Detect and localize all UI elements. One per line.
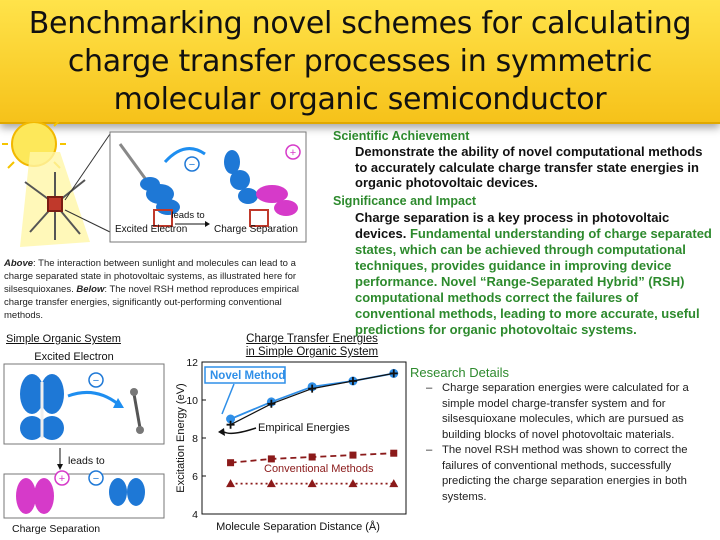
series-marker-2 [349, 452, 356, 459]
y-tick-label: 6 [192, 471, 198, 483]
label-charge-separation: Charge Separation [214, 224, 298, 235]
achievement-heading: Scientific Achievement [333, 129, 470, 143]
minus-sign: − [188, 159, 196, 171]
y-tick-label: 10 [186, 395, 198, 407]
research-bullet-text: Charge separation energies were calculated for a simple model charge-transfer system and for silsesquioxane molecules, which are pursued as building blocks of novel photovoltaic materials. [442, 382, 689, 441]
leads-to-arrowhead [57, 464, 63, 470]
bullet-dash: – [426, 382, 433, 394]
impact-body-plain: Charge separation is a key process in photovoltaic devices. [355, 210, 670, 241]
research-bullet [426, 443, 716, 505]
caption-below-label: Below [76, 284, 105, 295]
minus-sign: − [92, 473, 100, 485]
impact-body-green: Fundamental understanding of charge separated states, which can be achieved through computational techniques, provides guidance in improving device performance. Novel “Range-Separated Hybrid” (RSH) computational methods correct the failures of conventional methods, leading to more accurate, useful predictions for organic photovoltaic systems. [355, 226, 712, 337]
figure-caption [4, 257, 322, 322]
simple-system-heading: Simple Organic System [6, 333, 121, 345]
minus-sign: − [92, 375, 100, 387]
label-excited-electron-simple: Excited Electron [34, 351, 114, 363]
plus-sign: + [58, 473, 66, 485]
research-bullet-text: The novel RSH method was shown to correct the failures of conventional methods, successfully predicting the charge separation energies in both systems. [442, 444, 688, 503]
simple-system-figure [0, 346, 200, 536]
zoom-line [65, 134, 110, 200]
impact-heading: Significance and Impact [333, 194, 477, 208]
achievement-body: Demonstrate the ability of novel computational methods to accurately calculate charge transfer state energies in organic photovoltaic devices. [355, 144, 703, 190]
title-line-2: charge transfer processes in symmetric [67, 44, 653, 79]
title-line-3: molecular organic semiconductor [113, 82, 607, 117]
label-leads-to-simple: leads to [68, 455, 105, 467]
caption-above-label: Above [4, 258, 34, 269]
chart-heading-line-2: in Simple Organic System [245, 346, 379, 358]
label-leads-to: leads to [171, 210, 205, 221]
y-tick-label: 8 [192, 433, 198, 445]
orbital-excited [20, 374, 64, 440]
label-charge-separation-simple: Charge Separation [12, 523, 101, 535]
title-banner [0, 0, 720, 124]
caption-above-text: : The interaction between sunlight and molecules can lead to a charge separated state in photovoltaic systems, as illustrated here for silsesquioxanes. [4, 258, 297, 295]
series-marker-2 [309, 454, 316, 461]
excitation-energy-chart [172, 356, 412, 536]
research-bullet-list [426, 381, 716, 505]
title-line-1: Benchmarking novel schemes for calculating [28, 6, 692, 41]
chart-heading-line-1: Charge Transfer Energies [246, 333, 378, 345]
series-marker-2 [268, 455, 275, 462]
series-marker-2 [390, 450, 397, 457]
caption-below-text: : The novel RSH method reproduces empirical charge transfer energies, significantly out-performing conventional methods. [4, 284, 300, 321]
y-tick-label: 12 [186, 357, 198, 369]
plot-frame [202, 362, 406, 514]
y-axis-label: Excitation Energy (eV) [175, 383, 187, 493]
series-marker-2 [227, 459, 234, 466]
impact-body [355, 210, 713, 338]
silsesquioxane-figure [0, 122, 330, 254]
legend-novel-method: Novel Method [210, 370, 286, 382]
x-axis-label: Molecule Separation Distance (Å) [216, 521, 380, 533]
research-heading: Research Details [410, 365, 509, 380]
research-bullet [426, 381, 716, 443]
legend-empirical: Empirical Energies [258, 422, 350, 434]
y-tick-label: 4 [192, 509, 198, 521]
label-excited-electron: Excited Electron [115, 224, 188, 235]
bullet-dash: – [426, 444, 433, 456]
plus-sign: + [289, 147, 297, 159]
legend-conventional: Conventional Methods [264, 463, 374, 475]
